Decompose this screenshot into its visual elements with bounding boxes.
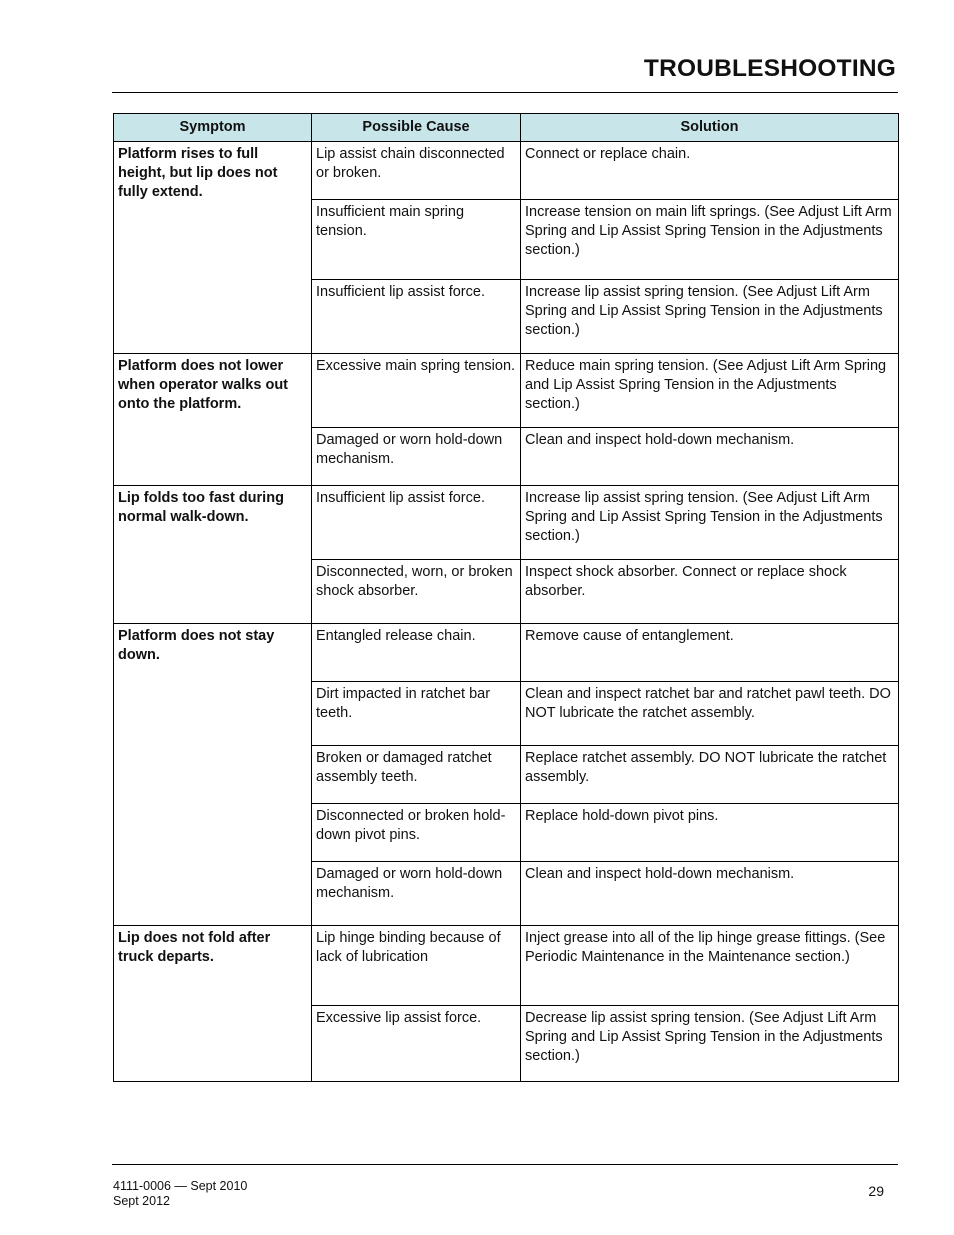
footer-revision-date: Sept 2012 [113, 1194, 170, 1208]
footer-doc-number: 4111-0006 — Sept 2010 [113, 1179, 248, 1193]
page-number: 29 [868, 1183, 884, 1199]
table-row [114, 624, 899, 682]
solution-cell: Inspect shock absorber. Connect or replace shock absorber. [521, 560, 899, 624]
cause-cell: Dirt impacted in ratchet bar teeth. [312, 682, 521, 746]
symptom-cell: Lip does not fold after truck departs. [114, 926, 312, 1082]
solution-cell: Connect or replace chain. [521, 142, 899, 200]
symptom-cell: Platform rises to full height, but lip does not fully extend. [114, 142, 312, 354]
solution-cell: Remove cause of entanglement. [521, 624, 899, 682]
solution-cell: Increase lip assist spring tension. (See Adjust Lift Arm Spring and Lip Assist Spring Tension in the Adjustments section.) [521, 280, 899, 354]
cause-cell: Insufficient main spring tension. [312, 200, 521, 280]
troubleshooting-table [113, 113, 899, 1082]
solution-cell: Inject grease into all of the lip hinge grease fittings. (See Periodic Maintenance in the Maintenance section.) [521, 926, 899, 1006]
solution-cell: Decrease lip assist spring tension. (See Adjust Lift Arm Spring and Lip Assist Spring Tension in the Adjustments section.) [521, 1006, 899, 1082]
cause-cell: Excessive lip assist force. [312, 1006, 521, 1082]
solution-cell: Reduce main spring tension. (See Adjust Lift Arm Spring and Lip Assist Spring Tension in the Adjustments section.) [521, 354, 899, 428]
cause-cell: Disconnected or broken hold-down pivot pins. [312, 804, 521, 862]
cause-cell: Damaged or worn hold-down mechanism. [312, 428, 521, 486]
solution-cell: Clean and inspect ratchet bar and ratchet pawl teeth. DO NOT lubricate the ratchet assembly. [521, 682, 899, 746]
page-title: TROUBLESHOOTING [643, 55, 896, 82]
solution-cell: Clean and inspect hold-down mechanism. [521, 862, 899, 926]
cause-cell: Insufficient lip assist force. [312, 280, 521, 354]
cause-cell: Insufficient lip assist force. [312, 486, 521, 560]
solution-cell: Clean and inspect hold-down mechanism. [521, 428, 899, 486]
cause-cell: Broken or damaged ratchet assembly teeth. [312, 746, 521, 804]
column-header-solution: Solution [521, 114, 899, 142]
column-header-symptom: Symptom [114, 114, 312, 142]
symptom-cell: Lip folds too fast during normal walk-down. [114, 486, 312, 624]
symptom-cell: Platform does not lower when operator walks out onto the platform. [114, 354, 312, 486]
table-row [114, 926, 899, 1006]
cause-cell: Lip hinge binding because of lack of lubrication [312, 926, 521, 1006]
solution-cell: Replace hold-down pivot pins. [521, 804, 899, 862]
table-header-row [114, 114, 899, 142]
footer-divider [112, 1164, 898, 1165]
table-body [114, 142, 899, 1082]
footer-doc-info [113, 1179, 247, 1209]
table-row [114, 486, 899, 560]
cause-cell: Excessive main spring tension. [312, 354, 521, 428]
title-divider [112, 92, 898, 93]
table-row [114, 142, 899, 200]
cause-cell: Entangled release chain. [312, 624, 521, 682]
cause-cell: Disconnected, worn, or broken shock absorber. [312, 560, 521, 624]
column-header-possible-cause: Possible Cause [312, 114, 521, 142]
cause-cell: Damaged or worn hold-down mechanism. [312, 862, 521, 926]
symptom-cell: Platform does not stay down. [114, 624, 312, 926]
solution-cell: Replace ratchet assembly. DO NOT lubricate the ratchet assembly. [521, 746, 899, 804]
solution-cell: Increase lip assist spring tension. (See Adjust Lift Arm Spring and Lip Assist Spring Tension in the Adjustments section.) [521, 486, 899, 560]
cause-cell: Lip assist chain disconnected or broken. [312, 142, 521, 200]
solution-cell: Increase tension on main lift springs. (See Adjust Lift Arm Spring and Lip Assist Spring Tension in the Adjustments section.) [521, 200, 899, 280]
table-row [114, 354, 899, 428]
